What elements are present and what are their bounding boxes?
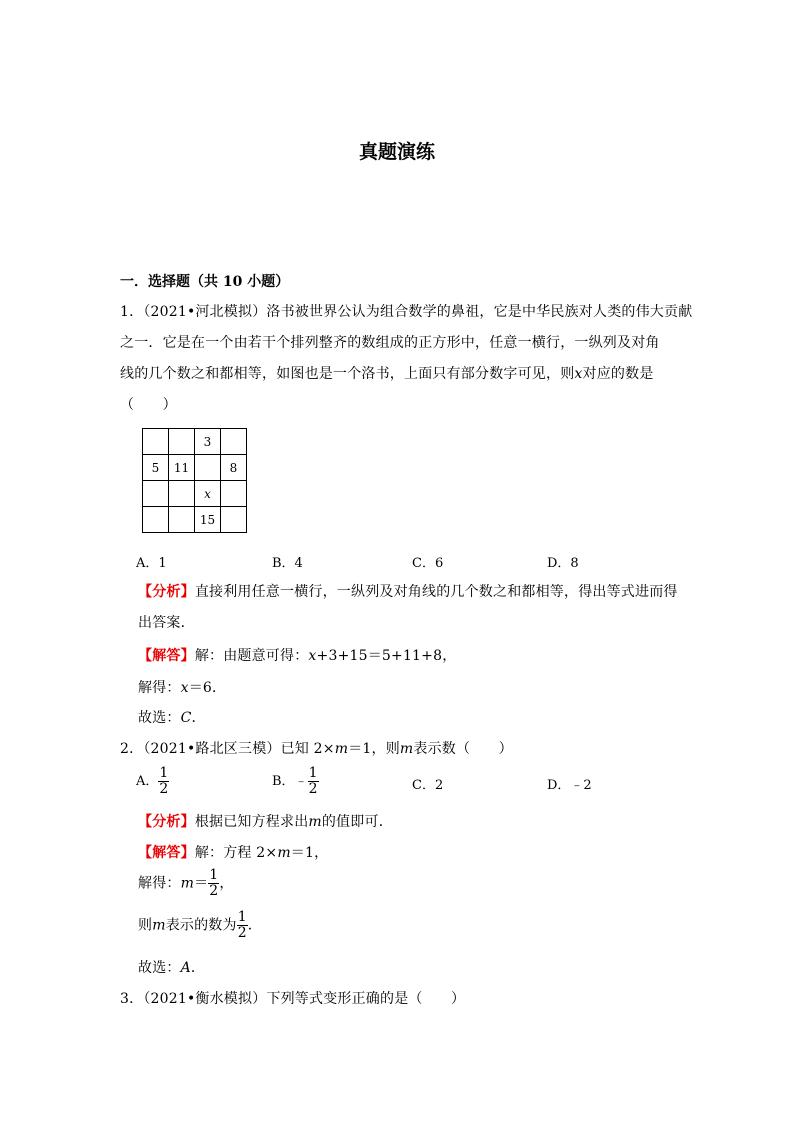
grid-cell	[143, 507, 169, 533]
fraction	[308, 766, 319, 797]
page-title: 真题演练	[358, 141, 435, 163]
q2-source: （2021•路北区三模）	[143, 741, 281, 757]
q2-number: 2．	[120, 741, 144, 757]
q1-answer-b: +3+15＝5+11+8，	[316, 648, 457, 664]
q2-var-m: m	[334, 741, 349, 757]
grid-row	[143, 481, 247, 507]
grid-cell: x	[195, 481, 221, 507]
q2-option-a-label: A．	[136, 774, 159, 789]
q2-option-c: C．2	[412, 778, 444, 793]
q1-solve-b: ＝6．	[188, 680, 227, 696]
grid-cell	[169, 507, 195, 533]
q1-solve-var: x	[180, 680, 189, 696]
q1-answer-a: 解：由题意可得：	[194, 648, 309, 664]
fraction-denominator: 2	[237, 925, 247, 941]
q2-choice-a: 故选：	[138, 960, 181, 976]
q3-number: 3．	[120, 991, 144, 1007]
q2-text-c: 表示数（ ）	[413, 741, 513, 757]
q1-line3	[120, 363, 654, 383]
q2-then-a: 则	[138, 917, 153, 934]
q2-analysis-var: m	[308, 814, 322, 830]
q2-option-b	[272, 766, 319, 797]
analysis-tag: 【分析】	[138, 814, 195, 830]
grid-cell: 8	[221, 455, 247, 481]
q1-line1	[120, 301, 692, 321]
q2-choice-b: ．	[190, 960, 206, 976]
q2-choice	[138, 957, 205, 977]
q2-solve-b: ＝	[194, 875, 209, 892]
q2-var-m2: m	[399, 741, 414, 757]
q2-then-var: m	[152, 917, 166, 934]
q1-choice-b: ．	[191, 710, 206, 726]
q1-analysis-line1	[138, 581, 678, 601]
analysis-tag: 【分析】	[138, 584, 195, 600]
q2-solve-c: ，	[219, 875, 234, 892]
grid-cell	[221, 507, 247, 533]
q2-then-b: 表示的数为	[165, 917, 237, 934]
q2-option-b-label: B．	[272, 774, 295, 789]
q1-answer-var: x	[308, 648, 317, 664]
fraction	[237, 910, 248, 941]
fraction	[158, 766, 169, 797]
fraction-denominator: 2	[209, 883, 219, 899]
grid-row	[143, 455, 247, 481]
q1-analysis-text: 直接利用任意一横行，一纵列及对角线的几个数之和都相等，得出等式进而得	[194, 584, 678, 600]
q1-solve	[138, 677, 226, 697]
q1-text-3a: 线的几个数之和都相等，如图也是一个洛书，上面只有部分数字可见，则	[120, 366, 575, 382]
q2-option-d: D．﹣2	[547, 778, 592, 793]
grid-cell	[143, 481, 169, 507]
q1-analysis-line2: 出答案．	[138, 615, 195, 631]
grid-cell: 3	[195, 429, 221, 455]
q1-line2: 之一．它是在一个由若干个排列整齐的数组成的正方形中，任意一横行，一纵列及对角	[120, 335, 660, 351]
q2-then	[138, 910, 262, 941]
q3-line1	[120, 988, 465, 1008]
q2-answer	[138, 842, 328, 862]
q1-number: 1．	[120, 304, 144, 320]
q1-choice	[138, 707, 206, 727]
grid-cell	[169, 481, 195, 507]
q2-solve-var: m	[180, 875, 195, 892]
grid-cell	[195, 455, 221, 481]
q2-analysis	[138, 811, 393, 831]
grid-cell: 11	[169, 455, 195, 481]
q2-then-c: ．	[247, 917, 262, 934]
q2-analysis-b: 的值即可．	[321, 814, 393, 830]
q1-choice-a: 故选：	[138, 710, 181, 726]
q1-paren: （ ）	[120, 397, 177, 413]
q2-line1	[120, 738, 513, 758]
q1-text-1: 洛书被世界公认为组合数学的鼻祖，它是中华民族对人类的伟大贡献	[266, 304, 693, 320]
q2-answer-a: 解：方程 2×	[194, 845, 278, 861]
luoshu-grid	[142, 428, 247, 533]
grid-row	[143, 429, 247, 455]
fraction-numerator: 1	[159, 765, 169, 781]
q2-choice-var: A	[180, 960, 191, 976]
q1-option-c: C．6	[412, 556, 444, 571]
q2-text-a: 已知 2×	[280, 741, 335, 757]
q1-choice-var: C	[180, 710, 192, 726]
q1-solve-a: 解得：	[138, 680, 181, 696]
q2-answer-b: ＝1，	[290, 845, 329, 861]
fraction-numerator: 1	[209, 867, 219, 883]
q2-solve-a: 解得：	[138, 875, 181, 892]
q1-option-d: D．8	[547, 556, 579, 571]
q1-source: （2021•河北模拟）	[143, 304, 267, 320]
q2-option-b-sign: ﹣	[294, 774, 308, 789]
fraction-numerator: 1	[237, 909, 247, 925]
q2-analysis-a: 根据已知方程求出	[194, 814, 309, 830]
grid-cell	[169, 429, 195, 455]
q3-text: 下列等式变形正确的是（ ）	[266, 991, 466, 1007]
q2-option-a	[136, 766, 169, 797]
section-heading: 一．选择题（共 10 小题）	[120, 274, 290, 290]
answer-tag: 【解答】	[138, 648, 195, 664]
q1-var-x: x	[574, 366, 583, 382]
q2-answer-var: m	[277, 845, 291, 861]
fraction	[208, 868, 219, 899]
fraction-numerator: 1	[308, 765, 318, 781]
grid-cell	[221, 429, 247, 455]
grid-row	[143, 507, 247, 533]
fraction-denominator: 2	[159, 781, 169, 797]
grid-cell	[221, 481, 247, 507]
fraction-denominator: 2	[308, 781, 318, 797]
q1-option-b: B．4	[272, 556, 303, 571]
q1-option-a: A．1	[136, 556, 167, 571]
grid-cell: 5	[143, 455, 169, 481]
q3-source: （2021•衡水模拟）	[143, 991, 267, 1007]
q1-answer	[138, 645, 456, 665]
q1-text-3b: 对应的数是	[582, 366, 654, 382]
q2-text-b: ＝1，则	[348, 741, 400, 757]
grid-cell: 15	[195, 507, 221, 533]
grid-cell	[143, 429, 169, 455]
q2-solve	[138, 868, 234, 899]
answer-tag: 【解答】	[138, 845, 195, 861]
